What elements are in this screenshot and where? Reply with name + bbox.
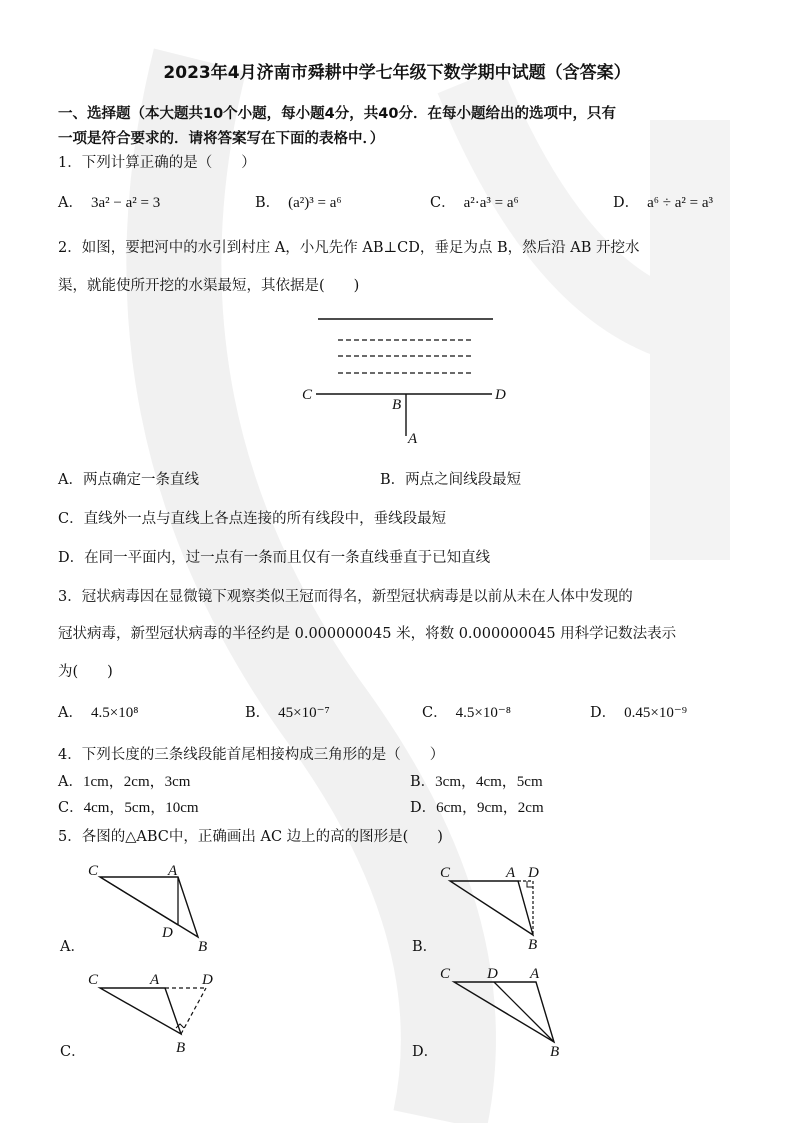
q1-option-d: [613, 193, 713, 213]
q4-option-d-text: 6cm，9cm，2cm: [436, 800, 544, 816]
q4-option-c-text: 4cm，5cm，10cm: [83, 800, 199, 816]
q1-option-c-label: C．: [430, 195, 456, 211]
q1-option-a-label: A．: [58, 195, 83, 211]
label-d: D: [487, 966, 498, 982]
q5-option-c-label: C．: [60, 1044, 86, 1060]
q4-option-b-label: B．: [410, 774, 436, 790]
segment-bd: [181, 988, 206, 1034]
q4-option-d: [410, 798, 544, 818]
q2-stem-line1: 2．如图，要把河中的水引到村庄 A，小凡先作 AB⊥CD，垂足为点 B，然后沿 AB 开挖水: [58, 240, 640, 256]
q4-option-a-text: 1cm，2cm，3cm: [82, 774, 191, 790]
label-b: B: [198, 939, 208, 955]
q3-option-d: [590, 703, 687, 723]
q5-option-b-label: B．: [412, 939, 438, 955]
q2-option-d-label: D．: [58, 550, 85, 566]
q4-stem: 4．下列长度的三条线段能首尾相接构成三角形的是（ ）: [58, 747, 445, 763]
q1-option-b: [255, 193, 342, 213]
q1-option-a: [58, 193, 160, 213]
q3-option-b-label: B．: [245, 705, 271, 721]
label-c: C: [88, 972, 99, 988]
q2-option-d-text: 在同一平面内，过一点有一条而且仅有一条直线垂直于已知直线: [84, 550, 491, 566]
label-b: B: [528, 937, 538, 953]
river-figure: [300, 310, 520, 450]
q5-option-d-label: D．: [412, 1044, 439, 1060]
label-d: D: [162, 925, 173, 941]
q1-option-b-label: B．: [255, 195, 281, 211]
q4-option-c: [58, 798, 199, 818]
q2-option-b-label: B．: [380, 472, 406, 488]
label-b: B: [392, 397, 402, 413]
label-c: C: [440, 966, 451, 982]
page-title: 2023年4月济南市舜耕中学七年级下数学期中试题（含答案）: [163, 63, 631, 83]
q4-option-d-label: D．: [410, 800, 437, 816]
label-a: A: [168, 863, 178, 879]
q2-option-c-text: 直线外一点与直线上各点连接的所有线段中，垂线段最短: [83, 511, 447, 527]
label-d: D: [495, 387, 506, 403]
segment-cd: [100, 877, 178, 925]
label-a: A: [530, 966, 540, 982]
q1-option-c-expr: a²·a³ = a⁶: [463, 195, 519, 211]
q3-option-b-expr: 45×10⁻⁷: [278, 705, 330, 721]
q3-option-c-label: C．: [422, 705, 448, 721]
q3-option-a: [58, 703, 138, 723]
label-c: C: [88, 863, 99, 879]
label-a: A: [506, 865, 516, 881]
q4-option-c-label: C．: [58, 800, 84, 816]
q3-option-d-expr: 0.45×10⁻⁹: [624, 705, 687, 721]
q3-option-a-label: A．: [58, 705, 83, 721]
q1-option-b-expr: (a²)³ = a⁶: [288, 195, 342, 211]
label-d: D: [202, 972, 213, 988]
triangle-abc: [450, 881, 533, 935]
right-angle-mark: [527, 881, 533, 887]
label-c: C: [440, 865, 451, 881]
q3-option-c: [422, 703, 511, 723]
q2-option-a-text: 两点确定一条直线: [82, 472, 199, 488]
label-a: A: [408, 431, 418, 447]
q3-option-d-label: D．: [590, 705, 617, 721]
label-a: A: [150, 972, 160, 988]
q2-option-a-label: A．: [58, 472, 83, 488]
section-heading-line2: 一项是符合要求的．请将答案写在下面的表格中．）: [58, 131, 385, 147]
triangle-abc: [454, 982, 554, 1042]
q2-option-b: [380, 470, 521, 490]
q2-option-c-label: C．: [58, 511, 84, 527]
q2-option-a: [58, 470, 199, 490]
q2-option-b-text: 两点之间线段最短: [405, 472, 522, 488]
q5-figure-d: [430, 962, 580, 1062]
label-d: D: [528, 865, 539, 881]
q4-option-b-text: 3cm，4cm，5cm: [435, 774, 543, 790]
triangle-abc: [100, 988, 181, 1034]
q3-option-c-expr: 4.5×10⁻⁸: [455, 705, 511, 721]
label-b: B: [176, 1040, 186, 1056]
q1-option-d-expr: a⁶ ÷ a² = a³: [647, 195, 714, 211]
q4-option-a: [58, 772, 190, 792]
q3-stem-line2: 冠状病毒，新型冠状病毒的半径约是 0.000000045 米，将数 0.000000045 用科学记数法表示: [58, 626, 677, 642]
q2-option-c: [58, 509, 446, 529]
q4-option-a-label: A．: [58, 774, 83, 790]
q4-option-b: [410, 772, 543, 792]
q5-figure-a: [80, 855, 230, 955]
q1-option-a-expr: 3a² − a² = 3: [90, 195, 161, 211]
q2-stem-line2: 渠，就能使所开挖的水渠最短，其依据是( ): [58, 278, 360, 294]
label-b: B: [550, 1044, 560, 1060]
q5-option-a-label: A．: [60, 939, 85, 955]
q3-stem-line1: 3．冠状病毒因在显微镜下观察类似王冠而得名，新型冠状病毒是以前从未在人体中发现的: [58, 589, 633, 605]
q1-stem: 1．下列计算正确的是（ ）: [58, 155, 256, 171]
q1-option-c: [430, 193, 519, 213]
q5-figure-b: [430, 855, 580, 955]
q2-option-d: [58, 548, 490, 568]
q3-option-b: [245, 703, 330, 723]
q1-option-d-label: D．: [613, 195, 640, 211]
section-heading-line1: 一、选择题（本大题共10个小题，每小题4分，共40分．在每小题给出的选项中，只有: [58, 106, 616, 122]
q3-option-a-expr: 4.5×10⁸: [90, 705, 139, 721]
label-c: C: [302, 387, 313, 403]
q5-figure-c: [80, 962, 230, 1062]
q3-stem-line3: 为( ): [58, 664, 113, 680]
q5-stem: 5．各图的△ABC中，正确画出 AC 边上的高的图形是( ): [58, 829, 443, 845]
